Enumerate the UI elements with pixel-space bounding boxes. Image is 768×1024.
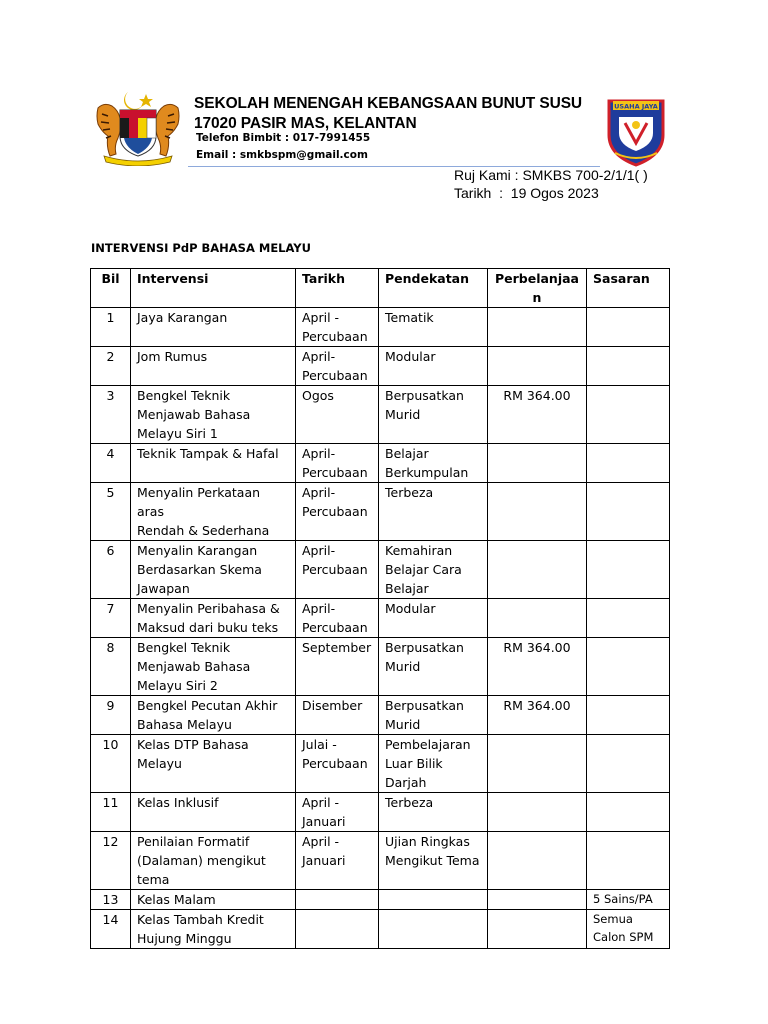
cell-perbelanjaan: [488, 890, 587, 910]
table-row: [91, 308, 670, 347]
cell-perbelanjaan: [488, 308, 587, 347]
cell-pendekatan: Kemahiran Belajar Cara Belajar: [379, 541, 488, 599]
cell-pendekatan: Modular: [379, 599, 488, 638]
cell-bil: 12: [91, 832, 131, 890]
cell-intervensi: Kelas Malam: [131, 890, 296, 910]
cell-bil: 2: [91, 347, 131, 386]
table-body: [91, 308, 670, 949]
cell-pendekatan: Terbeza: [379, 793, 488, 832]
cell-perbelanjaan: [488, 483, 587, 541]
cell-pendekatan: Berpusatkan Murid: [379, 696, 488, 735]
malaysia-coat-of-arms-icon: [94, 90, 182, 166]
table-row: [91, 541, 670, 599]
table-row: [91, 483, 670, 541]
cell-sasaran: [587, 308, 670, 347]
table-row: [91, 735, 670, 793]
cell-intervensi: Kelas Tambah Kredit Hujung Minggu: [131, 910, 296, 949]
cell-tarikh: April- Percubaan: [296, 444, 379, 483]
cell-perbelanjaan: RM 364.00: [488, 638, 587, 696]
cell-bil: 7: [91, 599, 131, 638]
header-tarikh: Tarikh: [296, 269, 379, 308]
header-sasaran: Sasaran: [587, 269, 670, 308]
cell-sasaran: [587, 347, 670, 386]
cell-bil: 8: [91, 638, 131, 696]
cell-intervensi: Jom Rumus: [131, 347, 296, 386]
cell-bil: 10: [91, 735, 131, 793]
cell-perbelanjaan: [488, 735, 587, 793]
cell-intervensi: Penilaian Formatif (Dalaman) mengikut tema: [131, 832, 296, 890]
cell-intervensi: Kelas Inklusif: [131, 793, 296, 832]
cell-sasaran: [587, 696, 670, 735]
cell-sasaran: [587, 638, 670, 696]
cell-tarikh: April- Percubaan: [296, 599, 379, 638]
cell-pendekatan: Terbeza: [379, 483, 488, 541]
cell-bil: 14: [91, 910, 131, 949]
cell-tarikh: [296, 890, 379, 910]
cell-pendekatan: Belajar Berkumpulan: [379, 444, 488, 483]
table-row: [91, 910, 670, 949]
cell-sasaran: 5 Sains/PA: [587, 890, 670, 910]
cell-perbelanjaan: [488, 444, 587, 483]
cell-tarikh: Julai - Percubaan: [296, 735, 379, 793]
table-row: [91, 890, 670, 910]
cell-tarikh: April- Percubaan: [296, 483, 379, 541]
table-row: [91, 793, 670, 832]
cell-sasaran: [587, 735, 670, 793]
cell-sasaran: [587, 793, 670, 832]
cell-tarikh: [296, 910, 379, 949]
cell-perbelanjaan: [488, 832, 587, 890]
cell-intervensi: Menyalin Peribahasa & Maksud dari buku teks: [131, 599, 296, 638]
cell-tarikh: Ogos: [296, 386, 379, 444]
email-address: Email : smkbspm@gmail.com: [196, 149, 368, 161]
cell-perbelanjaan: [488, 541, 587, 599]
cell-perbelanjaan: [488, 599, 587, 638]
school-shield-logo-icon: [607, 95, 665, 167]
contact-info: [196, 130, 370, 164]
cell-pendekatan: Modular: [379, 347, 488, 386]
school-address: 17020 PASIR MAS, KELANTAN: [194, 115, 417, 132]
cell-intervensi: Jaya Karangan: [131, 308, 296, 347]
cell-tarikh: April- Percubaan: [296, 541, 379, 599]
cell-bil: 3: [91, 386, 131, 444]
phone-number: Telefon Bimbit : 017-7991455: [196, 132, 371, 144]
cell-pendekatan: [379, 890, 488, 910]
cell-sasaran: [587, 832, 670, 890]
cell-bil: 4: [91, 444, 131, 483]
reference-date: Tarikh : 19 Ogos 2023: [454, 185, 599, 201]
table-row: [91, 347, 670, 386]
cell-bil: 11: [91, 793, 131, 832]
letterhead: [0, 0, 768, 210]
cell-pendekatan: Berpusatkan Murid: [379, 386, 488, 444]
cell-bil: 13: [91, 890, 131, 910]
cell-pendekatan: Tematik: [379, 308, 488, 347]
cell-sasaran: [587, 444, 670, 483]
cell-bil: 9: [91, 696, 131, 735]
table-row: [91, 832, 670, 890]
cell-tarikh: April - Januari: [296, 832, 379, 890]
cell-tarikh: April- Percubaan: [296, 347, 379, 386]
cell-tarikh: Disember: [296, 696, 379, 735]
header-pendekatan: Pendekatan: [379, 269, 488, 308]
cell-perbelanjaan: [488, 347, 587, 386]
school-name-line1: SEKOLAH MENENGAH KEBANGSAAN BUNUT SUSU: [194, 95, 583, 112]
intervention-table: [90, 268, 670, 949]
table-row: [91, 638, 670, 696]
cell-intervensi: Bengkel Teknik Menjawab Bahasa Melayu Siri 1: [131, 386, 296, 444]
cell-sasaran: [587, 386, 670, 444]
cell-tarikh: September: [296, 638, 379, 696]
cell-bil: 1: [91, 308, 131, 347]
cell-sasaran: [587, 599, 670, 638]
cell-pendekatan: [379, 910, 488, 949]
table-row: [91, 696, 670, 735]
table-row: [91, 599, 670, 638]
table-header-row: [91, 269, 670, 308]
cell-bil: 6: [91, 541, 131, 599]
cell-pendekatan: Pembelajaran Luar Bilik Darjah: [379, 735, 488, 793]
school-motto: USAHA JAYA: [614, 102, 658, 111]
cell-tarikh: April - Percubaan: [296, 308, 379, 347]
cell-perbelanjaan: [488, 793, 587, 832]
header-perbelanjaan: Perbelanjaa n: [488, 269, 587, 308]
table-row: [91, 444, 670, 483]
cell-intervensi: Bengkel Pecutan Akhir Bahasa Melayu: [131, 696, 296, 735]
cell-sasaran: [587, 483, 670, 541]
cell-sasaran: [587, 541, 670, 599]
header-bil: Bil: [91, 269, 131, 308]
cell-bil: 5: [91, 483, 131, 541]
cell-perbelanjaan: RM 364.00: [488, 696, 587, 735]
cell-intervensi: Teknik Tampak & Hafal: [131, 444, 296, 483]
cell-intervensi: Kelas DTP Bahasa Melayu: [131, 735, 296, 793]
cell-perbelanjaan: [488, 910, 587, 949]
document-title: INTERVENSI PdP BAHASA MELAYU: [91, 241, 311, 255]
cell-intervensi: Bengkel Teknik Menjawab Bahasa Melayu Siri 2: [131, 638, 296, 696]
reference-block: [454, 166, 648, 202]
school-name: [194, 94, 582, 134]
cell-perbelanjaan: RM 364.00: [488, 386, 587, 444]
reference-number: Ruj Kami : SMKBS 700-2/1/1( ): [454, 167, 648, 183]
cell-tarikh: April - Januari: [296, 793, 379, 832]
cell-pendekatan: Berpusatkan Murid: [379, 638, 488, 696]
cell-pendekatan: Ujian Ringkas Mengikut Tema: [379, 832, 488, 890]
table-row: [91, 386, 670, 444]
header-intervensi: Intervensi: [131, 269, 296, 308]
cell-sasaran: Semua Calon SPM: [587, 910, 670, 949]
cell-intervensi: Menyalin Perkataan aras Rendah & Sederhana: [131, 483, 296, 541]
cell-intervensi: Menyalin Karangan Berdasarkan Skema Jawapan: [131, 541, 296, 599]
